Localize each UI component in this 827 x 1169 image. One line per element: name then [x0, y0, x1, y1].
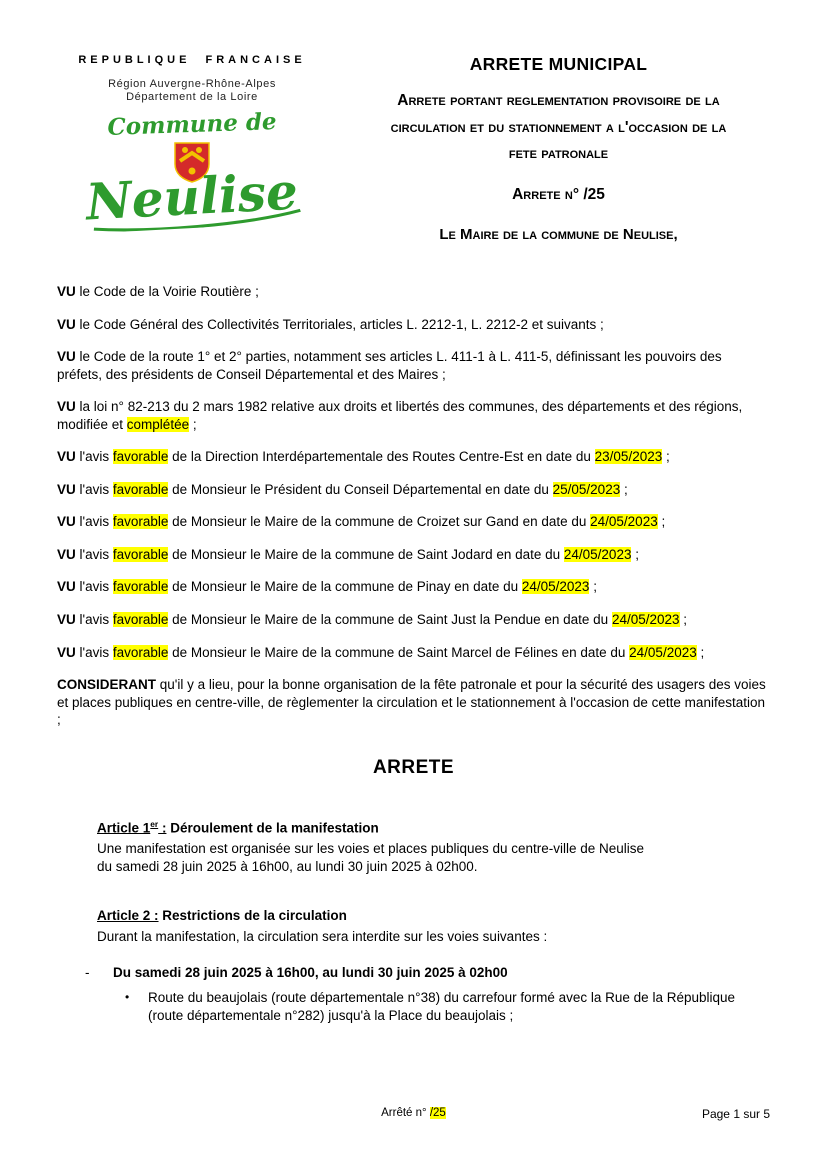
- article-1: [97, 819, 770, 876]
- article-1-body-line: du samedi 28 juin 2025 à 16h00, au lundi 30 juin 2025 à 02h00.: [97, 859, 478, 875]
- letterhead: [57, 48, 327, 243]
- article-1-heading: Article 1er : Déroulement de la manifestation: [97, 818, 379, 836]
- vu-paragraph: VU l'avis favorable de la Direction Interdépartementale des Routes Centre-Est en date du 23/05/2023 ;: [57, 449, 670, 465]
- vu-paragraph: VU l'avis favorable de Monsieur le Maire de la commune de Saint Marcel de Félines en date du 24/05/2023 ;: [57, 644, 705, 660]
- document-title: ARRETE MUNICIPAL: [469, 54, 648, 74]
- footer-arrete-number: Arrêté n° /25: [381, 1107, 446, 1119]
- title-block: [327, 48, 770, 243]
- page-footer: [57, 1107, 770, 1123]
- vu-paragraph: VU l'avis favorable de Monsieur le Maire de la commune de Saint Just la Pendue en date du 24/05/2023 ;: [57, 611, 688, 627]
- article-2: [85, 907, 770, 1025]
- commune-de-script: Commune de: [107, 108, 277, 141]
- subtitle-line: fete patronale: [508, 145, 609, 163]
- vu-paragraph: VU l'avis favorable de Monsieur le Maire de la commune de Croizet sur Gand en date du 24/05/2023 ;: [57, 514, 666, 530]
- road-list-item: [125, 989, 770, 1025]
- region-label: Région Auvergne-Rhône-Alpes: [108, 78, 276, 90]
- document-header: [57, 48, 770, 243]
- vu-paragraph: VU l'avis favorable de Monsieur le Maire de la commune de Saint Jodard en date du 24/05/2023 ;: [57, 546, 639, 562]
- bullet-marker: •: [125, 990, 130, 1005]
- article-1-body: [97, 840, 770, 876]
- subtitle-line: Arrete portant reglementation provisoire de la: [397, 92, 720, 109]
- article-2-body: Durant la manifestation, la circulation sera interdite sur les voies suivantes :: [97, 928, 548, 944]
- vu-paragraph: VU l'avis favorable de Monsieur le Président du Conseil Départemental en date du 25/05/2023 ;: [57, 481, 628, 497]
- schedule-text: Du samedi 28 juin 2025 à 16h00, au lundi 30 juin 2025 à 02h00: [113, 964, 508, 980]
- road-text: Route du beaujolais (route départementale n°38) du carrefour formé avec la Rue de la République (route départementale n°282) jusqu'à la Place du beaujolais ;: [148, 990, 736, 1024]
- arrete-section-heading: ARRETE: [372, 756, 455, 778]
- vu-paragraph: VU la loi n° 82-213 du 2 mars 1982 relative aux droits et libertés des communes, des départements et des régions, modifiée et complétée ;: [57, 399, 743, 432]
- commune-name-text: Neulise: [84, 161, 300, 232]
- considerant-paragraph: CONSIDERANT qu'il y a lieu, pour la bonne organisation de la fête patronale et pour la sécurité des usagers des voies et places publiques en centre-ville, de règlementer la circulation et le stationnement à l'occasion de cette manifestation ;: [57, 677, 766, 728]
- vu-paragraph: VU le Code Général des Collectivités Territoriales, articles L. 2212-1, L. 2212-2 et suivants ;: [57, 316, 604, 332]
- vu-paragraph: VU le Code de la Voirie Routière ;: [57, 283, 259, 299]
- republique-francaise-label: REPUBLIQUE FRANCAISE: [78, 54, 306, 66]
- schedule-list-item: [85, 964, 770, 982]
- maire-line: Le Maire de la commune de Neulise,: [439, 225, 678, 243]
- subtitle-line: circulation et du stationnement a l'occasion de la: [390, 118, 727, 136]
- footer-page-number: Page 1 sur 5: [701, 1107, 770, 1121]
- article-2-heading: Article 2 : Restrictions de la circulation: [97, 907, 347, 923]
- departement-label: Département de la Loire: [126, 91, 258, 103]
- commune-name-script: [84, 161, 300, 232]
- article-1-body-line: Une manifestation est organisée sur les voies et places publiques du centre-ville de Neulise: [97, 841, 645, 857]
- document-subtitle: [347, 88, 770, 168]
- vu-paragraph: VU le Code de la route 1° et 2° parties, notamment ses articles L. 411-1 à L. 411-5, définissant les pouvoirs des préfets, des présidents de Conseil Départemental et des Maires ;: [57, 349, 722, 382]
- document-body: [57, 283, 770, 1025]
- arrete-number-line: Arrete n° /25: [512, 185, 605, 203]
- vu-paragraph: VU l'avis favorable de Monsieur le Maire de la commune de Pinay en date du 24/05/2023 ;: [57, 579, 597, 595]
- dash-marker: -: [85, 964, 90, 980]
